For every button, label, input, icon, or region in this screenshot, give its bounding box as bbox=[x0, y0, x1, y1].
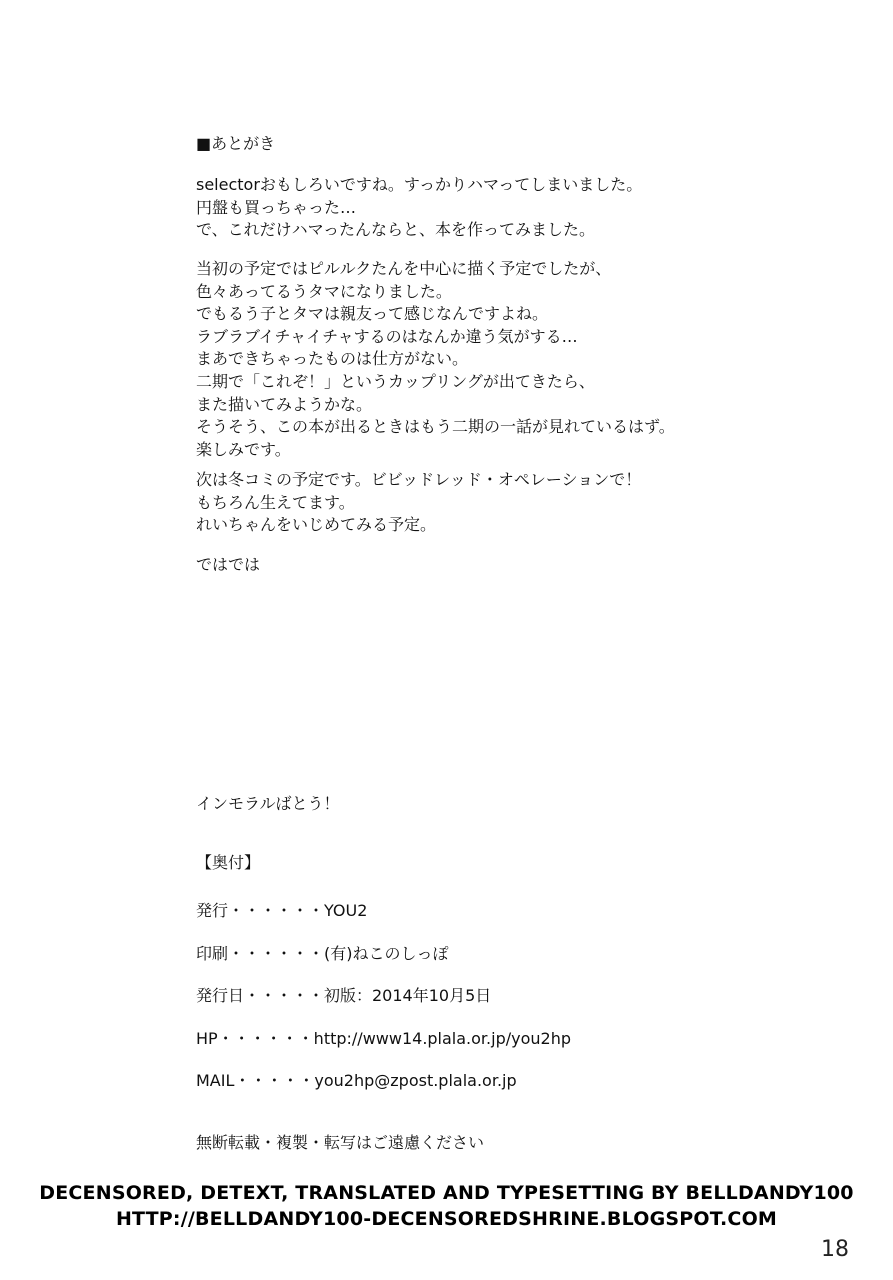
text-line: 当初の予定ではピルルクたんを中心に描く予定でしたが、 bbox=[196, 259, 612, 278]
text-line: で、これだけハマったんならと、本を作ってみました。 bbox=[196, 220, 596, 240]
text-line: 色々あってるうタマになりました。 bbox=[196, 281, 452, 301]
colophon-printer: 印刷・・・・・・(有)ねこのしっぽ bbox=[196, 943, 449, 963]
colophon-title: 【奥付】 bbox=[196, 853, 261, 872]
colophon-date: 発行日・・・・・初版：2014年10月5日 bbox=[196, 986, 492, 1005]
text-line: もちろん生えてます。 bbox=[196, 492, 355, 512]
colophon bbox=[196, 898, 571, 1111]
afterword-paragraph-3 bbox=[196, 469, 641, 537]
text-line: ラブラブイチャイチャするのはなんか違う気がする… bbox=[196, 326, 578, 346]
text-line: まあできちゃったものは仕方がない。 bbox=[196, 349, 469, 369]
book-title: インモラルばとう！ bbox=[196, 794, 340, 813]
page-number: 18 bbox=[821, 1237, 849, 1262]
colophon-homepage: HP・・・・・・http://www14.plala.or.jp/you2hp bbox=[196, 1028, 571, 1048]
text-line: selectorおもしろいですね。すっかりハマってしまいました。 bbox=[196, 175, 643, 194]
text-line: れいちゃんをいじめてみる予定。 bbox=[196, 515, 437, 535]
text-line: でもるう子とタマは親友って感じなんですよね。 bbox=[196, 304, 549, 324]
text-line: 楽しみです。 bbox=[196, 439, 291, 459]
credits-line-2: HTTP://BELLDANDY100-DECENSOREDSHRINE.BLOGSPOT.COM bbox=[115, 1208, 778, 1230]
afterword-paragraph-1 bbox=[196, 174, 642, 242]
text-line: そうそう、この本が出るときはもう二期の一話が見れているはず。 bbox=[196, 417, 675, 437]
colophon-publisher: 発行・・・・・・YOU2 bbox=[196, 901, 368, 920]
text-line: 円盤も買っちゃった… bbox=[196, 197, 357, 217]
afterword-closing: ではでは bbox=[196, 555, 261, 574]
credits-line-1: DECENSORED, DETEXT, TRANSLATED AND TYPESETTING BY BELLDANDY100 bbox=[39, 1182, 854, 1204]
text-line: 二期で「これぞ！」というカップリングが出てきたら、 bbox=[196, 371, 595, 391]
text-line: また描いてみようかな。 bbox=[196, 394, 373, 414]
colophon-mail: MAIL・・・・・you2hp@zpost.plala.or.jp bbox=[196, 1071, 517, 1090]
afterword-heading: ■あとがき bbox=[196, 134, 276, 153]
afterword-paragraph-2 bbox=[196, 258, 675, 461]
copyright-notice: 無断転載・複製・転写はご遠慮ください bbox=[196, 1133, 485, 1152]
scanlation-credits bbox=[0, 1180, 893, 1232]
text-line: 次は冬コミの予定です。ビビッドレッド・オペレーションで！ bbox=[196, 470, 642, 489]
